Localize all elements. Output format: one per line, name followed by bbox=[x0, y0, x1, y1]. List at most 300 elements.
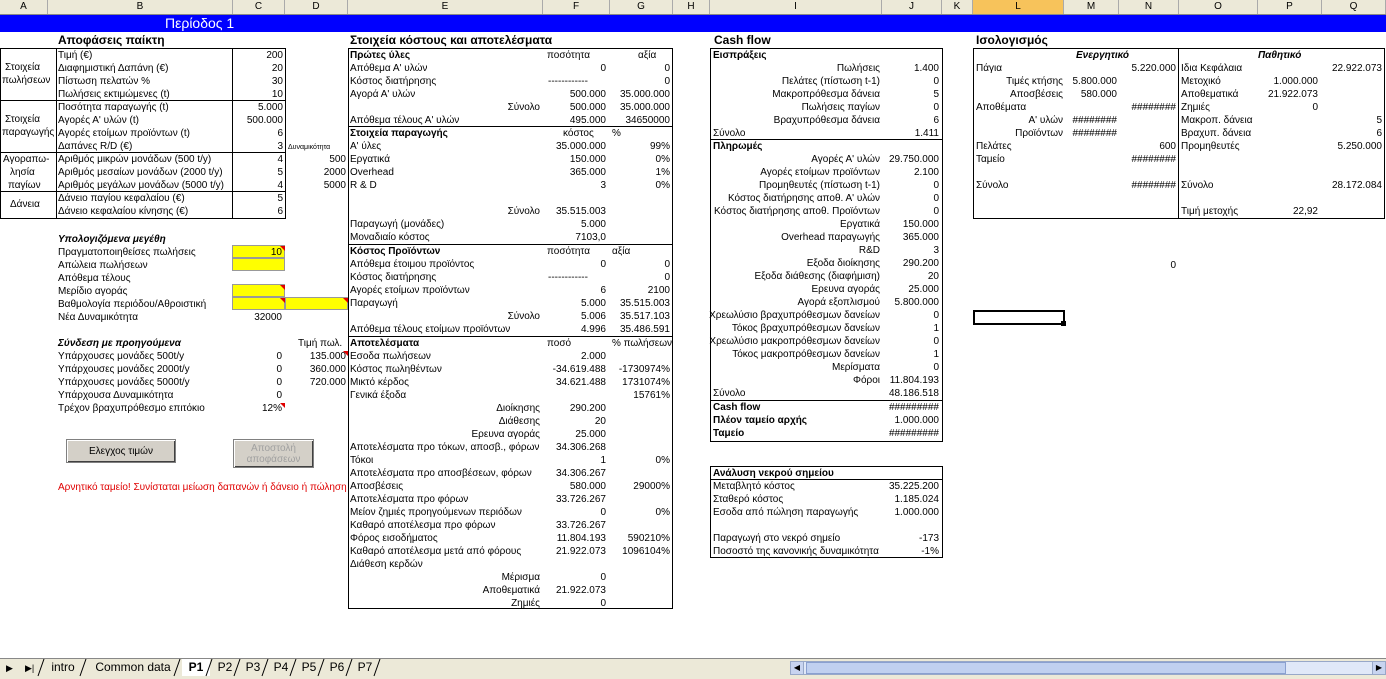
pcost-val: 2100 bbox=[647, 285, 670, 296]
calc-value[interactable]: 32000 bbox=[254, 312, 282, 323]
res-label: Μέρισμα bbox=[501, 572, 540, 583]
last-sheet-icon[interactable]: ▶| bbox=[25, 663, 35, 673]
prod-cost: 5.000 bbox=[580, 219, 606, 230]
res-label: Μικτό κέρδος bbox=[350, 377, 409, 388]
res-pct: 15761% bbox=[633, 390, 670, 401]
column-header-g[interactable]: G bbox=[610, 0, 673, 14]
sheet-tab-p5[interactable]: P5 bbox=[301, 660, 317, 674]
price-header: Τιμή πωλ. bbox=[298, 338, 343, 349]
res-label: Ερευνα αγοράς bbox=[471, 429, 540, 440]
res-pct: 1731074% bbox=[622, 377, 670, 388]
res-label: Φόρος εισοδήματος bbox=[350, 533, 438, 544]
comment-indicator bbox=[280, 285, 285, 290]
section-product-cost: Κόστος Προϊόντων bbox=[350, 246, 441, 257]
cash-label: Βραχυπρόθεσμα δάνεια bbox=[773, 115, 880, 126]
pcost-val: 0 bbox=[664, 259, 670, 270]
column-header-n[interactable]: N bbox=[1119, 0, 1179, 14]
asset-value: 600 bbox=[1159, 141, 1176, 152]
group-label-sales-2: πωλήσεων bbox=[2, 75, 51, 86]
calc-label: Πραγματοποιηθείσες πωλήσεις bbox=[58, 247, 196, 258]
prod-cost: 35.000.000 bbox=[555, 141, 606, 152]
column-header-k[interactable]: K bbox=[942, 0, 973, 14]
calc-cell-highlight bbox=[285, 297, 348, 310]
res-amount: 0 bbox=[600, 572, 606, 583]
pay-value: 1 bbox=[933, 349, 939, 360]
res-label: Διάθεσης bbox=[498, 416, 540, 427]
player-input[interactable]: 5 bbox=[277, 193, 283, 204]
res-label: Διάθεση κερδών bbox=[350, 559, 423, 570]
res-pct: -1730974% bbox=[618, 364, 670, 375]
pcost-qty: 5.006 bbox=[580, 311, 606, 322]
liab-label: Σύνολο bbox=[1181, 180, 1214, 191]
sheet-tab-intro[interactable]: intro bbox=[51, 660, 75, 674]
pay-label: Ερευνα αγοράς bbox=[811, 284, 880, 295]
scroll-right-icon[interactable]: ▶ bbox=[1372, 661, 1386, 675]
player-label: Διαφημιστική Δαπάνη (€) bbox=[58, 63, 169, 74]
pay-value: 3 bbox=[933, 245, 939, 256]
sheet-tab-p3[interactable]: P3 bbox=[245, 660, 261, 674]
link-price[interactable]: 135.000 bbox=[309, 351, 346, 362]
res-label: Αποτελέσματα προ φόρων bbox=[350, 494, 469, 505]
player-label: Αγορές ετοίμων προϊόντων (t) bbox=[58, 128, 190, 139]
pay-value: 0 bbox=[933, 206, 939, 217]
pay-label: Κόστος διατήρησης αποθ. Προϊόντων bbox=[713, 206, 880, 217]
player-input[interactable]: 500.000 bbox=[246, 115, 283, 126]
prod-label: R & D bbox=[350, 180, 377, 191]
negative-cash-warning: Αρνητικό ταμείο! Συνίσταται μείωση δαπανών ή δάνειο ή πώληση bbox=[58, 482, 347, 493]
be-label: Παραγωγή στο νεκρό σημείο bbox=[713, 533, 841, 544]
pcost-label: Κόστος διατήρησης bbox=[350, 272, 437, 283]
column-header-i[interactable]: I bbox=[710, 0, 882, 14]
prod-label: Εργατικά bbox=[350, 154, 390, 165]
column-header-c[interactable]: C bbox=[233, 0, 285, 14]
cost-qty: 500.000 bbox=[569, 102, 606, 113]
player-input[interactable]: 5 bbox=[277, 167, 283, 178]
section-results: Αποτελέσματα bbox=[350, 338, 420, 349]
column-header-j[interactable]: J bbox=[882, 0, 942, 14]
res-amount: 11.804.193 bbox=[556, 533, 606, 544]
pcost-qty: 6 bbox=[600, 285, 606, 296]
player-label: Πίστωση πελατών % bbox=[58, 76, 151, 87]
prod-label: Μοναδιαίο κόστος bbox=[350, 232, 430, 243]
calc-label: Απώλεια πωλήσεων bbox=[58, 260, 148, 271]
res-amount: 21.922.073 bbox=[555, 546, 606, 557]
res-amount: 25.000 bbox=[575, 429, 606, 440]
col-pct-sales-header: % πωλήσεων bbox=[612, 338, 673, 349]
cashflow-heading: Cash flow bbox=[714, 33, 771, 47]
prod-sum-label: Σύνολο bbox=[507, 206, 540, 217]
cost-qty: 500.000 bbox=[569, 89, 606, 100]
player-input[interactable]: 4 bbox=[277, 180, 283, 191]
pay-value: 290.200 bbox=[902, 258, 939, 269]
calc-value[interactable]: 10 bbox=[270, 247, 282, 258]
pay-label: Αγορές Α' υλών bbox=[811, 154, 880, 165]
column-header-q[interactable]: Q bbox=[1322, 0, 1386, 14]
liab-label: Μετοχικό bbox=[1181, 76, 1221, 87]
res-amount: 0 bbox=[600, 507, 606, 518]
fill-handle[interactable] bbox=[1061, 321, 1066, 326]
stray-cell-value: 0 bbox=[1170, 260, 1176, 271]
sheet-tab-p4[interactable]: P4 bbox=[273, 660, 289, 674]
liab-value: 1.000.000 bbox=[1273, 76, 1318, 87]
liab-value: 28.172.084 bbox=[1331, 180, 1382, 191]
column-header-a[interactable]: A bbox=[0, 0, 48, 14]
be-value: 1.000.000 bbox=[894, 507, 939, 518]
player-input[interactable]: 5.000 bbox=[257, 102, 283, 113]
res-label: Κόστος πωληθέντων bbox=[350, 364, 442, 375]
send-decisions-button[interactable] bbox=[233, 439, 314, 468]
cost-val: 35.000.000 bbox=[619, 102, 670, 113]
asset-label: Ταμείο bbox=[976, 154, 1005, 165]
pcost-qty: ------------ bbox=[548, 272, 588, 283]
res-pct: 590210% bbox=[627, 533, 670, 544]
player-label: Αριθμός μεσαίων μονάδων (2000 t/y) bbox=[58, 167, 223, 178]
calc-cell-highlight bbox=[232, 258, 285, 271]
cost-label: Κόστος διατήρησης bbox=[350, 76, 437, 87]
res-pct: 0% bbox=[655, 455, 670, 466]
res-amount: 33.726.267 bbox=[555, 494, 606, 505]
cost-label: Απόθεμα Α' υλών bbox=[350, 63, 428, 74]
link-label: Υπάρχουσες μονάδες 500t/y bbox=[58, 351, 185, 362]
player-label: Δάνειο παγίου κεφαλαίου (€) bbox=[58, 193, 185, 204]
player-label: Δάνειο κεφαλαίου κίνησης (€) bbox=[58, 206, 189, 217]
sheet-tab-p1[interactable]: P1 bbox=[182, 659, 210, 676]
pay-label: Προμηθευτές (πίστωση t-1) bbox=[758, 180, 880, 191]
cash-value: 0 bbox=[933, 76, 939, 87]
res-label: Αποτελέσματα προ τόκων, αποσβ., φόρων bbox=[350, 442, 540, 453]
asset-label: Τιμές κτήσης bbox=[1006, 76, 1063, 87]
pay-label: R&D bbox=[858, 245, 880, 256]
pay-label: Κόστος διατήρησης αποθ. Α' υλών bbox=[727, 193, 880, 204]
prod-cost: 7103,0 bbox=[575, 232, 606, 243]
res-label: Καθαρό αποτέλεσμα μετά από φόρους bbox=[350, 546, 522, 557]
prod-label: Παραγωγή (μονάδες) bbox=[350, 219, 445, 230]
pay-value: 365.000 bbox=[902, 232, 939, 243]
link-price[interactable]: 360.000 bbox=[309, 364, 346, 375]
scroll-left-icon[interactable]: ◀ bbox=[790, 661, 804, 675]
asset-value: ######## bbox=[1131, 180, 1176, 191]
calc-heading: Υπολογιζόμενα μεγέθη bbox=[58, 234, 166, 245]
asset-value: ######## bbox=[1131, 102, 1176, 113]
pcost-label: Απόθεμα έτοιμου προϊόντος bbox=[350, 259, 475, 270]
liab-label: Μακροπ. δάνεια bbox=[1181, 115, 1253, 126]
player-input[interactable]: 10 bbox=[271, 89, 283, 100]
column-header-b[interactable]: B bbox=[48, 0, 233, 14]
asset-value: 580.000 bbox=[1080, 89, 1117, 100]
asset-value: 5.220.000 bbox=[1131, 63, 1176, 74]
col-val-header: αξία bbox=[612, 246, 631, 257]
pay-value: 0 bbox=[933, 310, 939, 321]
column-header-e[interactable]: E bbox=[348, 0, 543, 14]
liab-label: Ιδια Κεφάλαια bbox=[1181, 63, 1243, 74]
be-value: 35.225.200 bbox=[888, 481, 939, 492]
link-label: Τρέχον βραχυπρόθεσμο επιτόκιο bbox=[58, 403, 205, 414]
sheet-tab-p6[interactable]: P6 bbox=[329, 660, 345, 674]
liab-label: Βραχυπ. δάνεια bbox=[1181, 128, 1252, 139]
capacity-header: Δυναμικότητα bbox=[288, 144, 331, 151]
prod-label: Α' ύλες bbox=[350, 141, 382, 152]
section-payments: Πληρωμές bbox=[713, 141, 763, 152]
calc-cell-highlight bbox=[232, 284, 285, 297]
comment-indicator bbox=[280, 403, 285, 408]
cashflow-value: ######### bbox=[888, 402, 939, 413]
link-value[interactable]: 0 bbox=[276, 377, 282, 388]
calc-label: Νέα Δυναμικότητα bbox=[58, 312, 138, 323]
cash-value: 5 bbox=[933, 89, 939, 100]
liabilities-header: Παθητικό bbox=[1258, 50, 1302, 61]
cash-value: 1.411 bbox=[914, 128, 939, 139]
section-receipts: Εισπράξεις bbox=[713, 50, 767, 61]
cost-qty: 0 bbox=[600, 63, 606, 74]
be-value: -1% bbox=[921, 546, 939, 557]
pay-label: Εξοδα διοίκησης bbox=[806, 258, 880, 269]
share-price-label: Τιμή μετοχής bbox=[1181, 206, 1239, 217]
group-label-prod-1: Στοιχεία bbox=[5, 114, 41, 125]
res-label: Τόκοι bbox=[350, 455, 374, 466]
col-qty-header: ποσότητα bbox=[547, 50, 591, 61]
col-val-header: αξία bbox=[638, 50, 657, 61]
player-label: Αριθμός μεγάλων μονάδων (5000 t/y) bbox=[58, 180, 224, 191]
prod-cost: 3 bbox=[600, 180, 606, 191]
player-heading: Αποφάσεις παίκτη bbox=[58, 33, 165, 47]
player-label: Πωλήσεις εκτιμώμενες (t) bbox=[58, 89, 170, 100]
be-label: Σταθερό κόστος bbox=[713, 494, 784, 505]
player-label: Αγορές Α' υλών (t) bbox=[58, 115, 139, 126]
pcost-val: 35.517.103 bbox=[619, 311, 670, 322]
be-label: Εσοδα από πώληση παραγωγής bbox=[713, 507, 859, 518]
res-pct: 1096104% bbox=[622, 546, 670, 557]
pay-value: 48.186.518 bbox=[888, 388, 939, 399]
pay-label: Τόκος βραχυπρόθεσμων δανείων bbox=[731, 323, 880, 334]
selected-cell[interactable] bbox=[973, 310, 1065, 325]
section-production: Στοιχεία παραγωγής bbox=[350, 128, 448, 139]
res-pct: 0% bbox=[655, 507, 670, 518]
assets-header: Ενεργητικό bbox=[1076, 50, 1129, 61]
res-amount: 34.621.488 bbox=[555, 377, 606, 388]
be-value: 1.185.024 bbox=[894, 494, 939, 505]
asset-value: ######## bbox=[1072, 128, 1117, 139]
pay-label: Αγορές ετοίμων προϊόντων bbox=[760, 167, 880, 178]
asset-value: 5.800.000 bbox=[1072, 76, 1117, 87]
res-label: Διοίκησης bbox=[496, 403, 540, 414]
cost-val: 35.000.000 bbox=[619, 89, 670, 100]
pcost-label: Αγορές ετοίμων προϊόντων bbox=[350, 285, 470, 296]
be-value: -173 bbox=[918, 533, 939, 544]
pcost-sum-label: Σύνολο bbox=[507, 311, 540, 322]
pay-label: Φόροι bbox=[852, 375, 880, 386]
column-header-d[interactable]: D bbox=[285, 0, 348, 14]
player-label: Ποσότητα παραγωγής (t) bbox=[58, 102, 169, 113]
cash-label: Σύνολο bbox=[713, 128, 746, 139]
column-header-l[interactable]: L bbox=[973, 0, 1064, 14]
res-amount: 34.306.267 bbox=[555, 468, 606, 479]
calc-label: Βαθμολογία περιόδου/Αθροιστική bbox=[58, 299, 207, 310]
res-amount: 34.306.268 bbox=[555, 442, 606, 453]
pcost-qty: 0 bbox=[600, 259, 606, 270]
col-cost-header: κόστος bbox=[563, 128, 594, 139]
player-input[interactable]: 6 bbox=[277, 206, 283, 217]
res-amount: 20 bbox=[594, 416, 606, 427]
pay-label: Χρεωλύσιο μακροπρόθεσμων δανείων bbox=[709, 336, 880, 347]
pcost-qty: 5.000 bbox=[580, 298, 606, 309]
asset-label: Σύνολο bbox=[976, 180, 1009, 191]
link-price[interactable]: 720.000 bbox=[309, 377, 346, 388]
sheet-tab-common-data[interactable]: Common data bbox=[95, 660, 171, 674]
cost-val: 0 bbox=[664, 76, 670, 87]
player-label: Δαπάνες R/D (€) bbox=[58, 141, 133, 152]
scrollbar-thumb[interactable] bbox=[806, 662, 1286, 674]
section-raw-materials: Πρώτες ύλες bbox=[350, 50, 411, 61]
player-input[interactable]: 4 bbox=[277, 154, 283, 165]
link-label: Υπάρχουσα Δυναμικότητα bbox=[58, 390, 174, 401]
pay-label: Αγορά εξοπλισμού bbox=[797, 297, 880, 308]
sheet-tab-p2[interactable]: P2 bbox=[217, 660, 233, 674]
cost-heading: Στοιχεία κόστους και αποτελέσματα bbox=[350, 33, 553, 47]
group-label-sales-1: Στοιχεία bbox=[5, 62, 41, 73]
res-pct: 29000% bbox=[633, 481, 670, 492]
res-amount: 1 bbox=[600, 455, 606, 466]
player-input[interactable]: 6 bbox=[277, 128, 283, 139]
check-prices-button[interactable] bbox=[66, 439, 176, 463]
cash-label: Πωλήσεις παγίων bbox=[801, 102, 880, 113]
pay-label: Σύνολο bbox=[713, 388, 746, 399]
res-label: Αποθεματικά bbox=[482, 585, 540, 596]
column-header-m[interactable]: M bbox=[1064, 0, 1119, 14]
share-price-value: 22,92 bbox=[1292, 206, 1318, 217]
pay-value: 29.750.000 bbox=[888, 154, 939, 165]
col-pct-header: % bbox=[612, 128, 621, 139]
prod-pct: 0% bbox=[655, 180, 670, 191]
link-value[interactable]: 12% bbox=[261, 403, 282, 414]
cost-qty: ------------ bbox=[548, 76, 588, 87]
asset-label: Α' υλών bbox=[1028, 115, 1063, 126]
cash-label: Πωλήσεις bbox=[836, 63, 880, 74]
res-amount: 0 bbox=[600, 598, 606, 609]
player-label: Τιμή (€) bbox=[58, 50, 93, 61]
pay-value: 5.800.000 bbox=[894, 297, 939, 308]
asset-label: Αποσβέσεις bbox=[1009, 89, 1063, 100]
be-label: Ποσοστό της κανονικής δυναμικότητα bbox=[713, 546, 879, 557]
liab-value: 6 bbox=[1376, 128, 1382, 139]
column-header-o[interactable]: O bbox=[1179, 0, 1258, 14]
calc-cell-highlight bbox=[232, 297, 285, 310]
pay-value: 20 bbox=[927, 271, 939, 282]
pay-value: 0 bbox=[933, 180, 939, 191]
res-amount: 2.000 bbox=[580, 351, 606, 362]
group-label-buy-3: παγίων bbox=[8, 180, 41, 191]
liab-value: 22.922.073 bbox=[1331, 63, 1382, 74]
player-input[interactable]: 3 bbox=[277, 141, 283, 152]
send-decisions-label-1: Αποστολή bbox=[251, 442, 296, 454]
next-sheet-icon[interactable]: ▶ bbox=[6, 663, 13, 673]
pay-label: Overhead παραγωγής bbox=[781, 232, 880, 243]
cash-value: 6 bbox=[933, 115, 939, 126]
pcost-val: 35.515.003 bbox=[619, 298, 670, 309]
player-input[interactable]: 200 bbox=[266, 50, 283, 61]
pay-value: 0 bbox=[933, 193, 939, 204]
cost-val: 34650000 bbox=[625, 115, 670, 126]
cashflow-label: Cash flow bbox=[713, 402, 761, 413]
cash-value: ######### bbox=[888, 428, 939, 439]
prod-sum: 35.515.003 bbox=[555, 206, 606, 217]
asset-label: Αποθέματα bbox=[976, 102, 1027, 113]
group-label-loans: Δάνεια bbox=[10, 199, 40, 210]
res-amount: 33.726.267 bbox=[555, 520, 606, 531]
column-header-p[interactable]: P bbox=[1258, 0, 1322, 14]
res-amount: 580.000 bbox=[569, 481, 606, 492]
pay-value: 0 bbox=[933, 336, 939, 347]
pay-value: 11.804.193 bbox=[889, 375, 939, 386]
pay-label: Μερίσματα bbox=[831, 362, 880, 373]
prod-cost: 150.000 bbox=[569, 154, 606, 165]
res-amount: -34.619.488 bbox=[552, 364, 606, 375]
prod-label: Overhead bbox=[350, 167, 394, 178]
res-label: Εσοδα πωλήσεων bbox=[350, 351, 431, 362]
link-value[interactable]: 0 bbox=[276, 364, 282, 375]
column-header-bar bbox=[0, 0, 1386, 15]
column-header-f[interactable]: F bbox=[543, 0, 610, 14]
capacity-value: 500 bbox=[329, 154, 346, 165]
group-label-buy-2: λησία bbox=[10, 167, 35, 178]
col-qty-header: ποσότητα bbox=[547, 246, 591, 257]
res-amount: 290.200 bbox=[569, 403, 606, 414]
capacity-value: 2000 bbox=[323, 167, 346, 178]
cost-label: Αγορά Α' υλών bbox=[350, 89, 416, 100]
player-input[interactable]: 30 bbox=[271, 76, 283, 87]
asset-value: ######## bbox=[1072, 115, 1117, 126]
link-value[interactable]: 0 bbox=[276, 351, 282, 362]
pay-label: Χρεωλύσιο βραχυπρόθεσμων δανείων bbox=[709, 310, 880, 321]
pay-value: 25.000 bbox=[908, 284, 939, 295]
asset-label: Προϊόντων bbox=[1015, 128, 1063, 139]
be-label: Μεταβλητό κόστος bbox=[713, 481, 795, 492]
pay-value: 150.000 bbox=[902, 219, 939, 230]
pay-label: Εξοδα διάθεσης (διαφήμιση) bbox=[754, 271, 880, 282]
group-label-buy-1: Αγοραπω- bbox=[3, 154, 50, 165]
link-heading: Σύνδεση με προηγούμενα bbox=[58, 338, 181, 349]
prod-pct: 1% bbox=[655, 167, 670, 178]
link-label: Υπάρχουσες μονάδες 2000t/y bbox=[58, 364, 190, 375]
pcost-label: Απόθεμα τέλους ετοίμων προϊόντων bbox=[350, 324, 511, 335]
column-header-h[interactable]: H bbox=[673, 0, 710, 14]
breakeven-heading: Ανάλυση νεκρού σημείου bbox=[713, 468, 834, 479]
balance-heading: Ισολογισμός bbox=[976, 33, 1048, 47]
asset-label: Πάγια bbox=[976, 63, 1003, 74]
send-decisions-label-2: αποφάσεων bbox=[246, 453, 301, 465]
res-label: Αποτελέσματα προ αποσβέσεων, φόρων bbox=[350, 468, 532, 479]
res-label: Γενικά έξοδα bbox=[350, 390, 407, 401]
opening-cash-value: 1.000.000 bbox=[894, 415, 939, 426]
player-label: Αριθμός μικρών μονάδων (500 t/y) bbox=[58, 154, 212, 165]
liab-label: Προμηθευτές bbox=[1181, 141, 1240, 152]
liab-value: 0 bbox=[1312, 102, 1318, 113]
pcost-qty: 4.996 bbox=[580, 324, 606, 335]
player-input[interactable]: 20 bbox=[271, 63, 283, 74]
cost-sum-label: Σύνολο bbox=[507, 102, 540, 113]
cash-value: 0 bbox=[933, 102, 939, 113]
liab-value: 5 bbox=[1376, 115, 1382, 126]
pay-value: 0 bbox=[933, 362, 939, 373]
group-label-prod-2: παραγωγής bbox=[2, 127, 55, 138]
capacity-value: 5000 bbox=[323, 180, 346, 191]
pcost-label: Παραγωγή bbox=[350, 298, 398, 309]
liab-value: 5.250.000 bbox=[1337, 141, 1382, 152]
link-value[interactable]: 0 bbox=[276, 390, 282, 401]
cost-qty: 495.000 bbox=[569, 115, 606, 126]
col-amount-header: ποσό bbox=[547, 338, 572, 349]
sheet-tab-p7[interactable]: P7 bbox=[357, 660, 373, 674]
asset-label: Πελάτες bbox=[976, 141, 1012, 152]
